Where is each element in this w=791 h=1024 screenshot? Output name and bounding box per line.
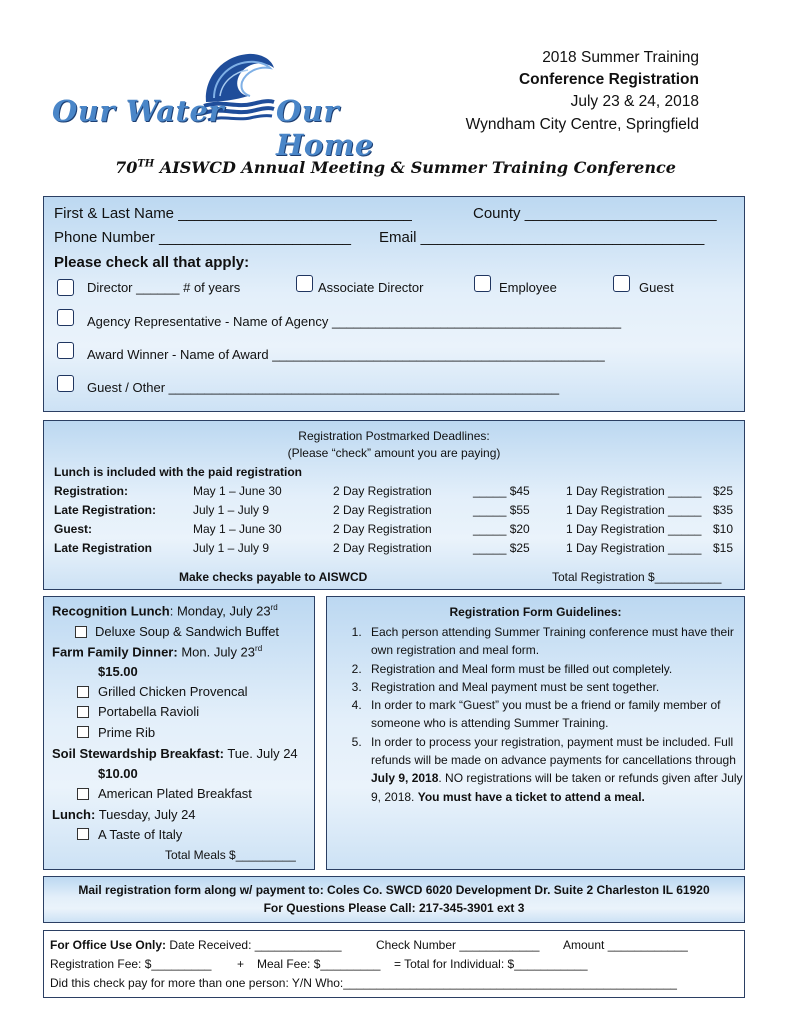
fee-type: Late Registration — [54, 541, 153, 555]
check-heading: Please check all that apply: — [54, 254, 250, 271]
lunch-date: Tuesday, July 24 — [95, 807, 196, 822]
amount-field[interactable]: Amount ____________ — [563, 938, 688, 952]
breakfast-date: Tue. July 24 — [223, 746, 298, 761]
fee-dates: May 1 – June 30 — [193, 484, 282, 498]
italy-label: A Taste of Italy — [98, 827, 183, 842]
breakfast-heading — [52, 746, 298, 761]
recognition-lunch-date-suffix: rd — [270, 603, 278, 612]
agency-field[interactable]: Agency Representative - Name of Agency ________________________________________ — [87, 314, 622, 329]
fee-one-day[interactable]: 1 Day Registration _____ — [566, 541, 702, 555]
lunch-heading — [52, 807, 196, 822]
county-field[interactable]: County _______________________ — [473, 205, 717, 222]
guideline-item: 1. Each person attending Summer Training conference must have their own registration and meal form. — [365, 623, 745, 660]
guest-other-checkbox[interactable] — [57, 375, 74, 392]
guideline-item: 3. Registration and Meal payment must be sent together. — [365, 678, 745, 696]
conference-number: 70 — [115, 158, 138, 177]
director-label: Director ______ # of years — [87, 280, 241, 295]
chicken-checkbox[interactable] — [77, 686, 89, 698]
meals-section — [43, 596, 315, 870]
lunch-label: Lunch: — [52, 807, 96, 822]
check-number-field[interactable]: Check Number ____________ — [376, 938, 540, 952]
header-venue: Wyndham City Centre, Springfield — [465, 116, 699, 133]
guidelines-list — [343, 623, 745, 806]
fee-two-day: 2 Day Registration — [333, 484, 432, 498]
fees-section — [43, 420, 745, 590]
recognition-lunch-heading — [52, 603, 278, 618]
farm-dinner-price: $15.00 — [98, 664, 138, 679]
farm-dinner-heading — [52, 644, 262, 659]
total-meals-field[interactable]: Total Meals $_________ — [165, 848, 296, 862]
guest-other-field[interactable]: Guest / Other ______________________________________________________ — [87, 380, 560, 395]
fee-one-day[interactable]: 1 Day Registration _____ — [566, 522, 702, 536]
fee-one-day-price: $35 — [713, 503, 734, 517]
fee-type: Guest: — [54, 522, 93, 536]
logo-text-right: Our Home — [276, 94, 374, 162]
fee-one-day-price: $10 — [713, 522, 734, 536]
employee-label: Employee — [499, 280, 557, 295]
soup-checkbox[interactable] — [75, 626, 87, 638]
guest-checkbox[interactable] — [613, 275, 630, 292]
lunch-note: Lunch is included with the paid registration — [54, 465, 303, 479]
fee-dates: May 1 – June 30 — [193, 522, 282, 536]
total-individual-field[interactable]: = Total for Individual: $___________ — [394, 957, 588, 971]
office-use-section — [43, 930, 745, 998]
date-received-field[interactable]: Date Received: _____________ — [166, 938, 342, 952]
chicken-label: Grilled Chicken Provencal — [98, 684, 248, 699]
office-use-label: For Office Use Only: — [50, 938, 167, 952]
registration-fee-field[interactable]: Registration Fee: $_________ — [50, 957, 212, 971]
mail-section — [43, 876, 745, 923]
deadlines-subheading: (Please “check” amount you are paying) — [287, 446, 501, 460]
phone-field[interactable]: Phone Number _______________________ — [54, 229, 351, 246]
guidelines-section — [326, 596, 745, 870]
header-form-title: Conference Registration — [518, 71, 699, 88]
attendee-section — [43, 196, 745, 412]
agency-checkbox[interactable] — [57, 309, 74, 326]
fee-dates: July 1 – July 9 — [193, 503, 270, 517]
logo — [50, 50, 422, 162]
fee-one-day[interactable]: 1 Day Registration _____ — [566, 484, 702, 498]
guideline-item — [365, 733, 745, 806]
guest-label: Guest — [639, 280, 674, 295]
director-checkbox[interactable] — [57, 279, 74, 296]
fee-two-day: 2 Day Registration — [333, 541, 432, 555]
office-row-1 — [50, 938, 342, 952]
breakfast-label: Soil Stewardship Breakfast: — [52, 746, 224, 761]
logo-text-left: Our Water — [52, 94, 225, 128]
american-breakfast-checkbox[interactable] — [77, 788, 89, 800]
header-dates: July 23 & 24, 2018 — [570, 93, 699, 110]
italy-checkbox[interactable] — [77, 828, 89, 840]
header-event: 2018 Summer Training — [542, 49, 699, 66]
total-registration-field[interactable]: Total Registration $__________ — [552, 570, 722, 584]
ravioli-checkbox[interactable] — [77, 706, 89, 718]
refund-deadline: July 9, 2018 — [371, 771, 439, 786]
farm-dinner-label: Farm Family Dinner: — [52, 644, 178, 660]
plus-sign: + — [237, 957, 245, 971]
mail-address: Mail registration form along w/ payment to: Coles Co. SWCD 6020 Development Dr. Suite 2 Charleston IL 61920 — [78, 883, 710, 897]
ticket-notice: You must have a ticket to attend a meal. — [417, 789, 645, 804]
fee-one-day[interactable]: 1 Day Registration _____ — [566, 503, 702, 517]
email-field[interactable]: Email __________________________________ — [379, 229, 705, 246]
fee-two-day-price[interactable]: _____ $25 — [473, 541, 530, 555]
award-field[interactable]: Award Winner - Name of Award ______________________________________________ — [87, 347, 605, 362]
soup-label: Deluxe Soup & Sandwich Buffet — [95, 624, 280, 639]
ravioli-label: Portabella Ravioli — [98, 704, 200, 719]
fee-two-day-price[interactable]: _____ $45 — [473, 484, 530, 498]
conference-number-suffix: TH — [137, 158, 155, 170]
guideline-item: 2. Registration and Meal form must be filled out completely. — [365, 660, 745, 678]
breakfast-price: $10.00 — [98, 766, 138, 781]
fee-dates: July 1 – July 9 — [193, 541, 270, 555]
conference-title — [0, 158, 791, 177]
employee-checkbox[interactable] — [474, 275, 491, 292]
recognition-lunch-label: Recognition Lunch — [52, 603, 170, 619]
fee-two-day: 2 Day Registration — [333, 522, 432, 536]
award-checkbox[interactable] — [57, 342, 74, 359]
fee-two-day-price[interactable]: _____ $55 — [473, 503, 530, 517]
multi-person-field[interactable]: Did this check pay for more than one person: Y/N Who:__________________________________________________ — [50, 976, 677, 990]
guideline-item: 4. In order to mark “Guest” you must be a friend or family member of someone who is attending Summer Training. — [365, 696, 745, 733]
conference-name: AISWCD Annual Meeting & Summer Training Conference — [154, 158, 676, 177]
fee-two-day: 2 Day Registration — [333, 503, 432, 517]
fee-two-day-price[interactable]: _____ $20 — [473, 522, 530, 536]
guidelines-title: Registration Form Guidelines: — [449, 605, 622, 619]
farm-dinner-date: Mon. July 23 — [177, 644, 256, 660]
questions-phone: For Questions Please Call: 217-345-3901 ext 3 — [263, 901, 525, 915]
fee-one-day-price: $15 — [713, 541, 734, 555]
farm-dinner-date-suffix: rd — [255, 644, 263, 653]
associate-director-label: Associate Director — [318, 280, 424, 295]
meal-fee-field[interactable]: Meal Fee: $_________ — [257, 957, 381, 971]
prime-rib-checkbox[interactable] — [77, 726, 89, 738]
fee-type: Registration: — [54, 484, 129, 498]
fee-type: Late Registration: — [54, 503, 157, 517]
name-field[interactable]: First & Last Name ____________________________ — [54, 205, 412, 222]
guideline-text: . NO registrations will be taken or refunds given after July 9, 2018. — [371, 771, 743, 804]
recognition-lunch-date: : Monday, July 23 — [169, 603, 271, 619]
deadlines-heading: Registration Postmarked Deadlines: — [298, 429, 490, 443]
american-breakfast-label: American Plated Breakfast — [98, 786, 252, 801]
associate-director-checkbox[interactable] — [296, 275, 313, 292]
prime-rib-label: Prime Rib — [98, 725, 156, 740]
guideline-text: In order to process your registration, payment must be included. Full refunds will be made on advance payments for cancellations through — [371, 734, 736, 768]
fee-one-day-price: $25 — [713, 484, 734, 498]
checks-payable: Make checks payable to AISWCD — [179, 570, 368, 584]
